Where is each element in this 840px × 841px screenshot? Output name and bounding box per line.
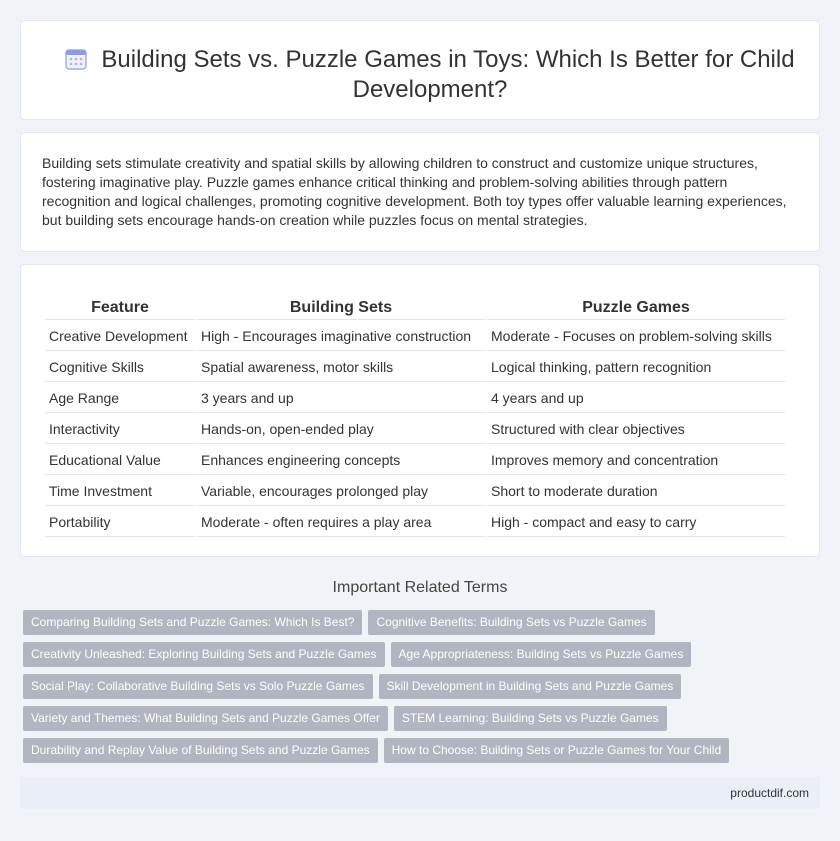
related-tag-link[interactable]: Comparing Building Sets and Puzzle Games: Which Is Best?: [23, 610, 362, 635]
header-puzzle-games: Puzzle Games: [487, 297, 785, 320]
table-row: [45, 353, 785, 382]
table-cell: Spatial awareness, motor skills: [197, 353, 485, 382]
table-cell: Cognitive Skills: [45, 353, 195, 382]
tag-row: [23, 610, 823, 642]
table-cell: Enhances engineering concepts: [197, 446, 485, 475]
related-terms-title: Important Related Terms: [332, 579, 508, 596]
related-tag-link[interactable]: How to Choose: Building Sets or Puzzle Games for Your Child: [384, 738, 730, 763]
table-cell: Improves memory and concentration: [487, 446, 785, 475]
tag-row: [23, 706, 823, 738]
table-row: [45, 446, 785, 475]
summary-card: [20, 132, 820, 252]
footer: [20, 777, 820, 809]
related-tag-link[interactable]: Variety and Themes: What Building Sets and Puzzle Games Offer: [23, 706, 388, 731]
comparison-table: [43, 295, 787, 539]
calendar-icon: [65, 48, 87, 70]
table-cell: Time Investment: [45, 477, 195, 506]
table-cell: High - Encourages imaginative construction: [197, 322, 485, 351]
table-cell: Age Range: [45, 384, 195, 413]
related-tag-link[interactable]: Age Appropriateness: Building Sets vs Puzzle Games: [391, 642, 692, 667]
related-tag-link[interactable]: STEM Learning: Building Sets vs Puzzle Games: [394, 706, 667, 731]
table-cell: 3 years and up: [197, 384, 485, 413]
table-header-row: [45, 297, 785, 320]
summary-text: Building sets stimulate creativity and spatial skills by allowing children to construct and customize unique structures, fostering imaginative play. Puzzle games enhance critical thinking and problem-solving abilities through pattern recognition and logical challenges, promoting cognitive development. Both toy types offer valuable learning experiences, but building sets encourage hands-on creation while puzzles focus on mental strategies.: [42, 155, 787, 228]
table-row: [45, 322, 785, 351]
comparison-card: [20, 264, 820, 557]
related-tag-link[interactable]: Social Play: Collaborative Building Sets vs Solo Puzzle Games: [23, 674, 373, 699]
table-cell: Short to moderate duration: [487, 477, 785, 506]
related-tag-link[interactable]: Durability and Replay Value of Building Sets and Puzzle Games: [23, 738, 378, 763]
footer-site-link[interactable]: productdif.com: [730, 786, 809, 800]
table-cell: Moderate - often requires a play area: [197, 508, 485, 537]
table-cell: Interactivity: [45, 415, 195, 444]
table-row: [45, 477, 785, 506]
table-cell: Structured with clear objectives: [487, 415, 785, 444]
header-card: [20, 20, 820, 120]
tag-row: [23, 674, 823, 706]
tag-row: [23, 738, 823, 770]
table-cell: Educational Value: [45, 446, 195, 475]
table-cell: Variable, encourages prolonged play: [197, 477, 485, 506]
page-title: [61, 45, 799, 105]
table-cell: High - compact and easy to carry: [487, 508, 785, 537]
table-cell: Creative Development: [45, 322, 195, 351]
title-wrap: [61, 45, 799, 105]
page-title-text: Building Sets vs. Puzzle Games in Toys: Which Is Better for Child Development?: [101, 46, 795, 103]
tag-row: [23, 642, 823, 674]
related-tag-link[interactable]: Creativity Unleashed: Exploring Building Sets and Puzzle Games: [23, 642, 385, 667]
header-feature: Feature: [45, 297, 195, 320]
related-tags: [23, 610, 823, 770]
table-cell: Portability: [45, 508, 195, 537]
table-cell: 4 years and up: [487, 384, 785, 413]
related-tag-link[interactable]: Skill Development in Building Sets and Puzzle Games: [379, 674, 682, 699]
table-cell: Logical thinking, pattern recognition: [487, 353, 785, 382]
table-row: [45, 508, 785, 537]
header-building-sets: Building Sets: [197, 297, 485, 320]
table-row: [45, 415, 785, 444]
table-row: [45, 384, 785, 413]
related-tag-link[interactable]: Cognitive Benefits: Building Sets vs Puzzle Games: [368, 610, 654, 635]
table-cell: Hands-on, open-ended play: [197, 415, 485, 444]
table-cell: Moderate - Focuses on problem-solving skills: [487, 322, 785, 351]
